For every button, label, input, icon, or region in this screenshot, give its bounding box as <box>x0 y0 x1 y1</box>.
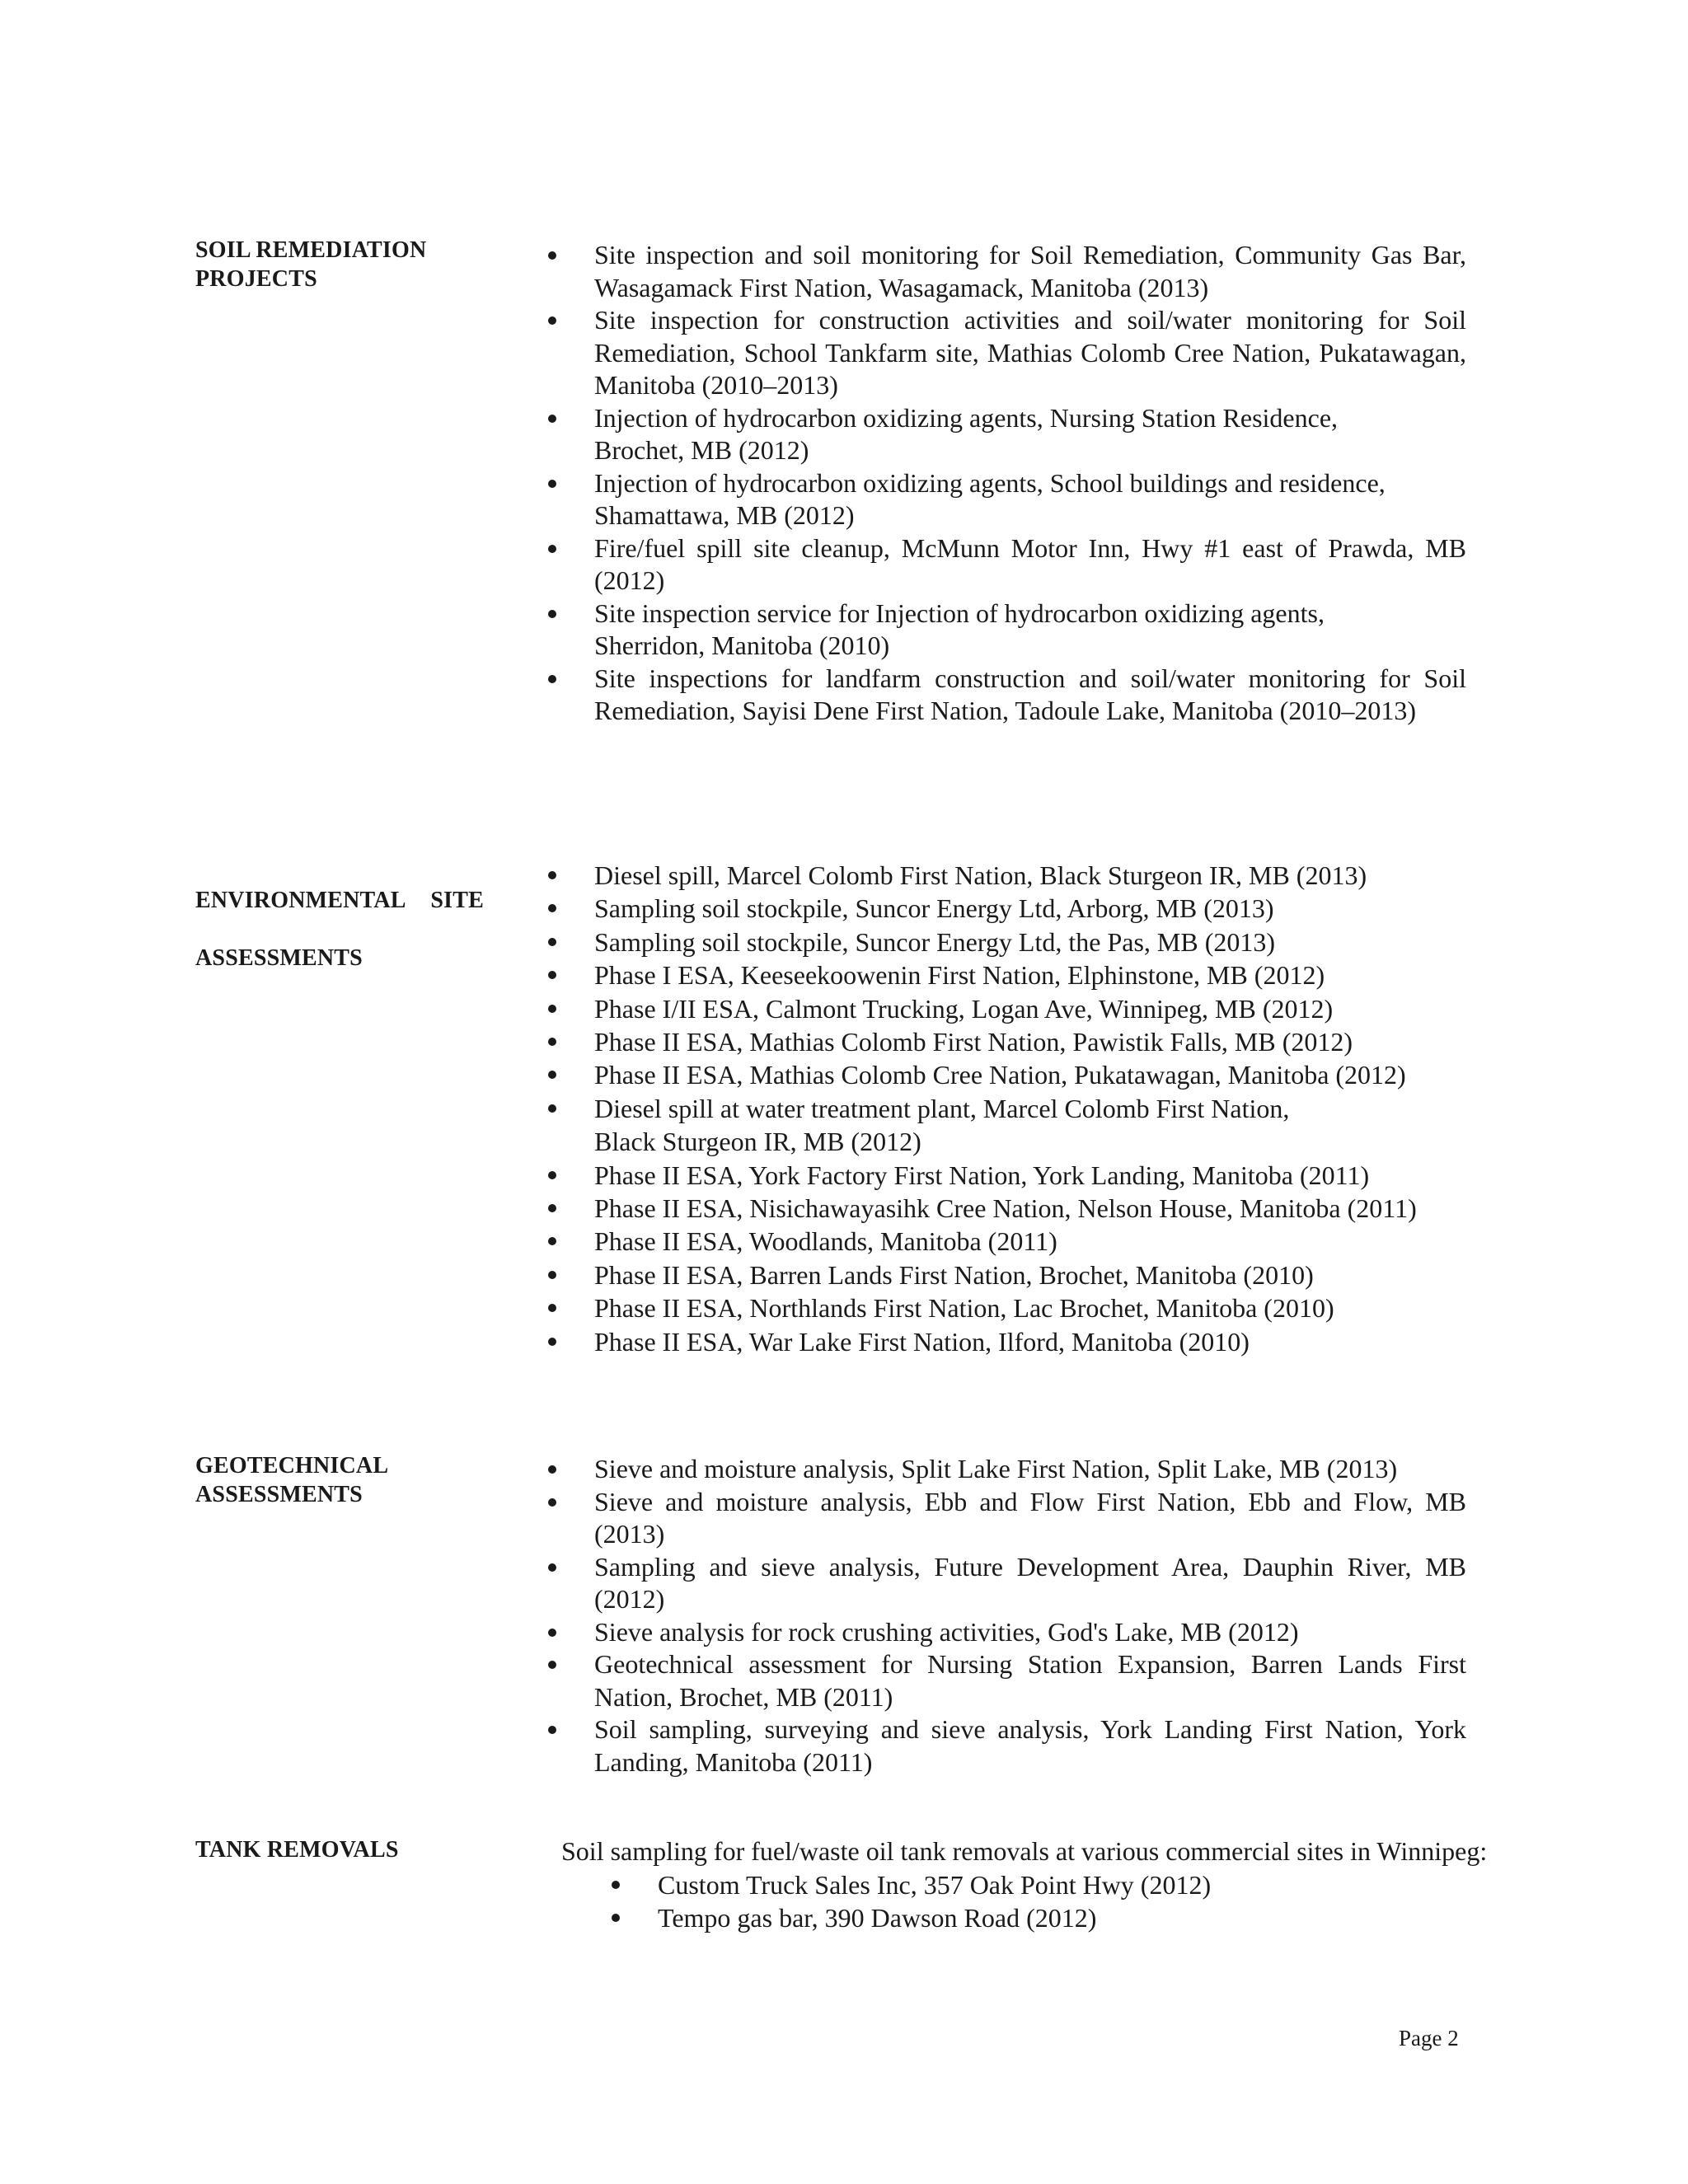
list-item: Site inspections for landfarm construction and soil/water monitoring for Soil Remediation, Sayisi Dene First Nation, Tadoule Lake, Manitoba (2010–2013) <box>548 663 1466 728</box>
list-item: Site inspection and soil monitoring for Soil Remediation, Community Gas Bar, Wasagamack First Nation, Wasagamack, Manitoba (2013) <box>548 239 1466 304</box>
list-item: Sampling soil stockpile, Suncor Energy Ltd, the Pas, MB (2013) <box>548 926 1479 958</box>
list-item: Sampling soil stockpile, Suncor Energy Ltd, Arborg, MB (2013) <box>548 892 1479 925</box>
section-label-part: SITE <box>430 888 484 913</box>
list-item: Geotechnical assessment for Nursing Station Expansion, Barren Lands First Nation, Brochet, MB (2011) <box>548 1648 1466 1713</box>
environmental-site-assessments-list <box>548 859 1479 1358</box>
section-label-part: ASSESSMENTS <box>195 945 363 971</box>
list-item: Site inspection for construction activities and soil/water monitoring for Soil Remediation, School Tankfarm site, Mathias Colomb Cree Nation, Pukatawagan, Manitoba (2010–2013) <box>548 304 1466 402</box>
list-item: Phase II ESA, Mathias Colomb First Nation, Pawistik Falls, MB (2012) <box>548 1025 1479 1058</box>
section-label-geotechnical-assessments: GEOTECHNICAL ASSESSMENTS <box>195 1453 389 1507</box>
list-item: Diesel spill, Marcel Colomb First Nation, Black Sturgeon IR, MB (2013) <box>548 859 1479 892</box>
geotechnical-assessments-list <box>548 1453 1466 1779</box>
list-item: Injection of hydrocarbon oxidizing agents, Nursing Station Residence, Brochet, MB (2012) <box>548 402 1466 467</box>
list-item: Soil sampling, surveying and sieve analysis, York Landing First Nation, York Landing, Manitoba (2011) <box>548 1713 1466 1779</box>
list-item: Phase II ESA, Barren Lands First Nation, Brochet, Manitoba (2010) <box>548 1258 1479 1291</box>
list-item: Diesel spill at water treatment plant, Marcel Colomb First Nation, Black Sturgeon IR, MB (2012) <box>548 1092 1479 1159</box>
list-item: Phase II ESA, Northlands First Nation, Lac Brochet, Manitoba (2010) <box>548 1291 1479 1324</box>
list-item: Sieve and moisture analysis, Ebb and Flow First Nation, Ebb and Flow, MB (2013) <box>548 1486 1466 1551</box>
tank-removals-list <box>612 1868 1436 1934</box>
section-label-soil-remediation: SOIL REMEDIATION PROJECTS <box>195 237 427 292</box>
list-item: Site inspection service for Injection of hydrocarbon oxidizing agents, Sherridon, Manitoba (2010) <box>548 598 1466 663</box>
section-label-tank-removals: TANK REMOVALS <box>195 1837 399 1863</box>
list-item: Phase I/II ESA, Calmont Trucking, Logan Ave, Winnipeg, MB (2012) <box>548 992 1479 1025</box>
list-item: Phase I ESA, Keeseekoowenin First Nation, Elphinstone, MB (2012) <box>548 958 1479 991</box>
list-item: Phase II ESA, Mathias Colomb Cree Nation, Pukatawagan, Manitoba (2012) <box>548 1058 1479 1091</box>
list-item: Custom Truck Sales Inc, 357 Oak Point Hwy (2012) <box>612 1868 1436 1901</box>
section-label-environmental-site-assessments <box>195 857 484 1001</box>
tank-removals-intro: Soil sampling for fuel/waste oil tank removals at various commercial sites in Winnipeg: <box>561 1836 1488 1866</box>
list-item: Fire/fuel spill site cleanup, McMunn Motor Inn, Hwy #1 east of Prawda, MB (2012) <box>548 532 1466 598</box>
list-item: Phase II ESA, York Factory First Nation, York Landing, Manitoba (2011) <box>548 1159 1479 1192</box>
section-label-part: ENVIRONMENTAL <box>195 888 406 913</box>
list-item: Phase II ESA, Woodlands, Manitoba (2011) <box>548 1225 1479 1258</box>
page-number: Page 2 <box>1399 2026 1459 2050</box>
list-item: Sieve analysis for rock crushing activities, God's Lake, MB (2012) <box>548 1616 1466 1649</box>
list-item: Tempo gas bar, 390 Dawson Road (2012) <box>612 1901 1436 1934</box>
list-item: Phase II ESA, War Lake First Nation, Ilford, Manitoba (2010) <box>548 1325 1479 1358</box>
list-item: Sampling and sieve analysis, Future Development Area, Dauphin River, MB (2012) <box>548 1551 1466 1616</box>
list-item: Sieve and moisture analysis, Split Lake First Nation, Split Lake, MB (2013) <box>548 1453 1466 1486</box>
soil-remediation-list <box>548 239 1466 728</box>
list-item: Injection of hydrocarbon oxidizing agents, School buildings and residence, Shamattawa, MB (2012) <box>548 467 1466 532</box>
list-item: Phase II ESA, Nisichawayasihk Cree Nation, Nelson House, Manitoba (2011) <box>548 1192 1479 1225</box>
